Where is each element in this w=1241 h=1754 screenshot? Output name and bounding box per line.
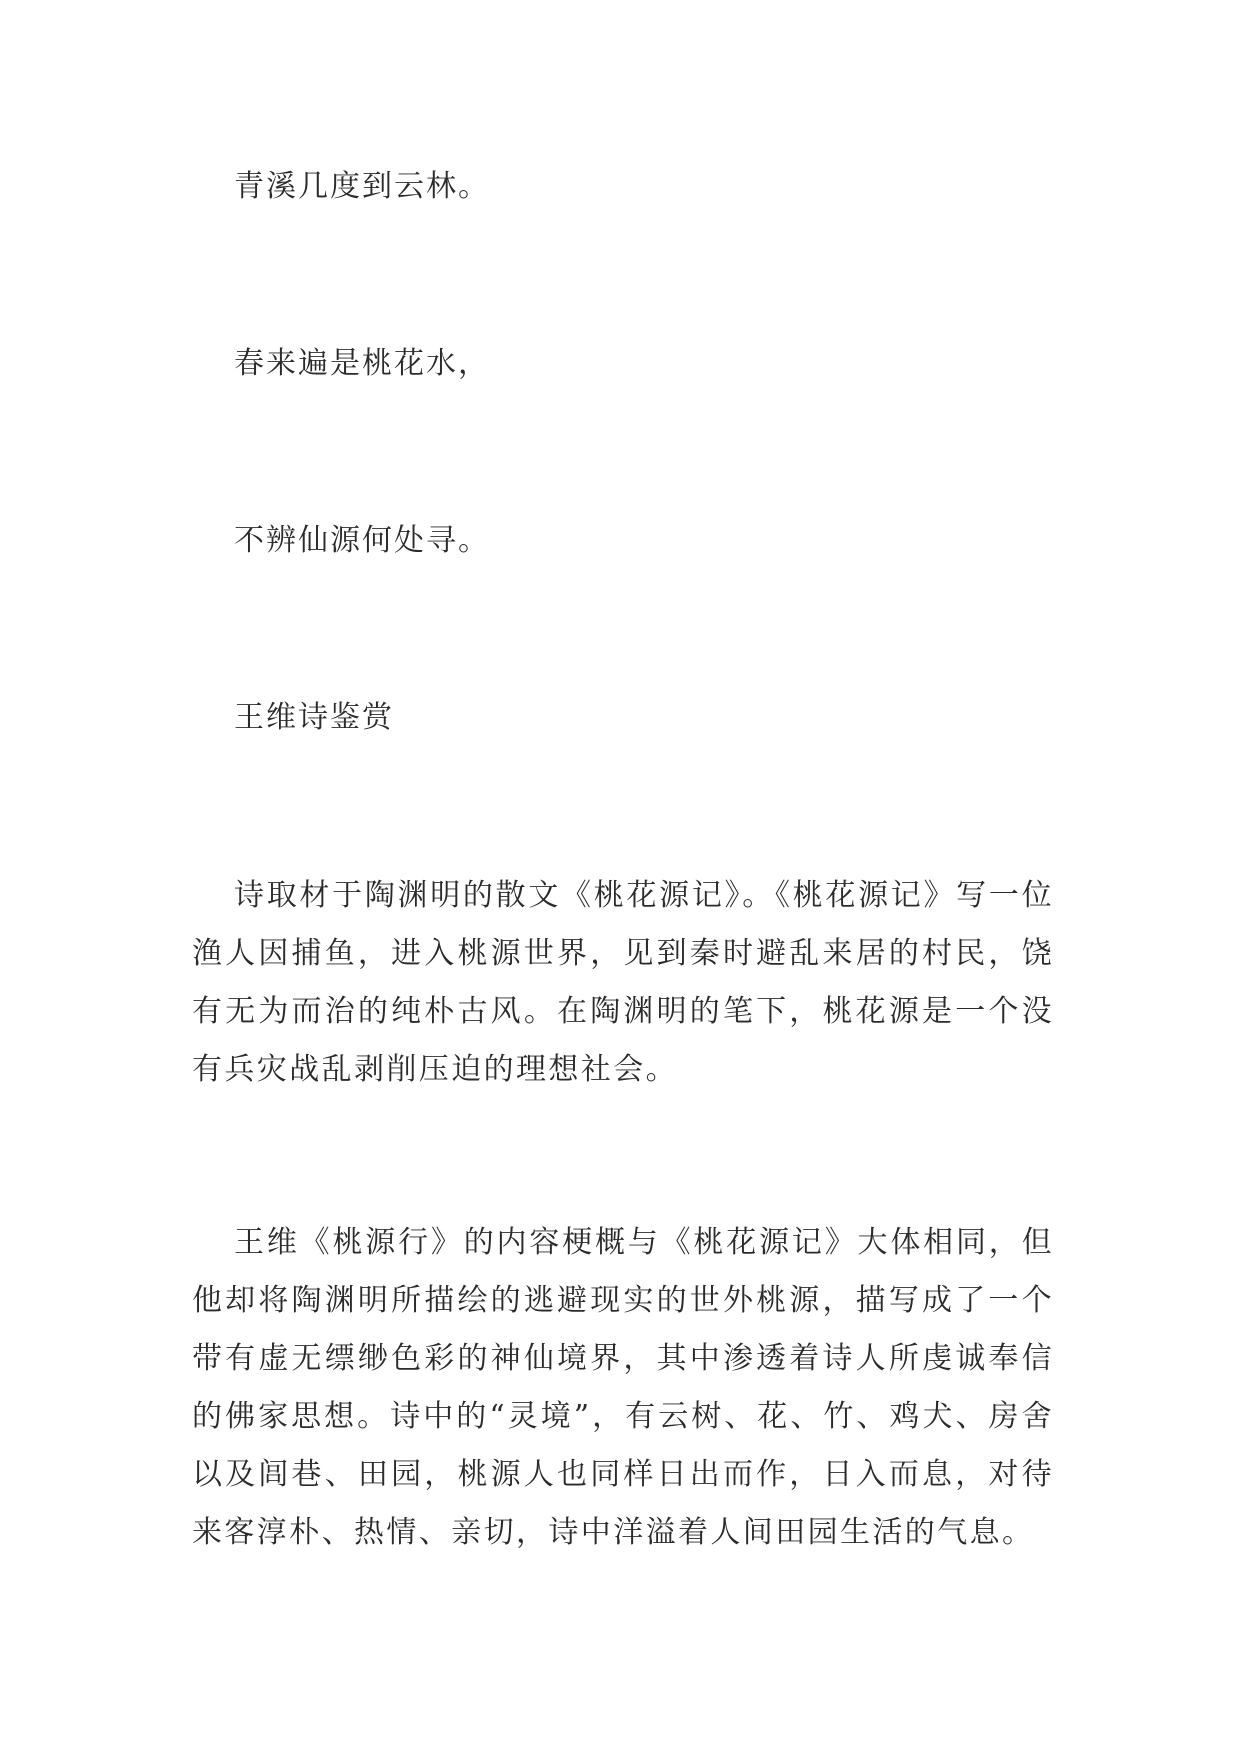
paragraph-1: 诗取材于陶渊明的散文《桃花源记》。《桃花源记》写一位渔人因捕鱼，进入桃源世界，见到秦时避乱来居的村民，饶有无为而治的纯朴古风。在陶渊明的笔下，桃花源是一个没有兵灾战乱剥削压迫的理想社会。 (192, 878, 1054, 1087)
verse-line-1: 青溪几度到云林。 (234, 169, 490, 204)
paragraph-2: 王维《桃源行》的内容梗概与《桃花源记》大体相同，但他却将陶渊明所描绘的逃避现实的世外桃源，描写成了一个带有虚无缥缈色彩的神仙境界，其中渗透着诗人所虔诚奉信的佛家思想。诗中的“灵境”，有云树、花、竹、鸡犬、房舍以及闾巷、田园，桃源人也同样日出而作，日入而息，对待来客淳朴、热情、亲切，诗中洋溢着人间田园生活的气息。 (192, 1225, 1054, 1550)
section-heading: 王维诗鉴赏 (234, 700, 394, 735)
verse-line-3: 不辨仙源何处寻。 (234, 523, 490, 558)
verse-line-2: 春来遍是桃花水， (234, 346, 490, 381)
